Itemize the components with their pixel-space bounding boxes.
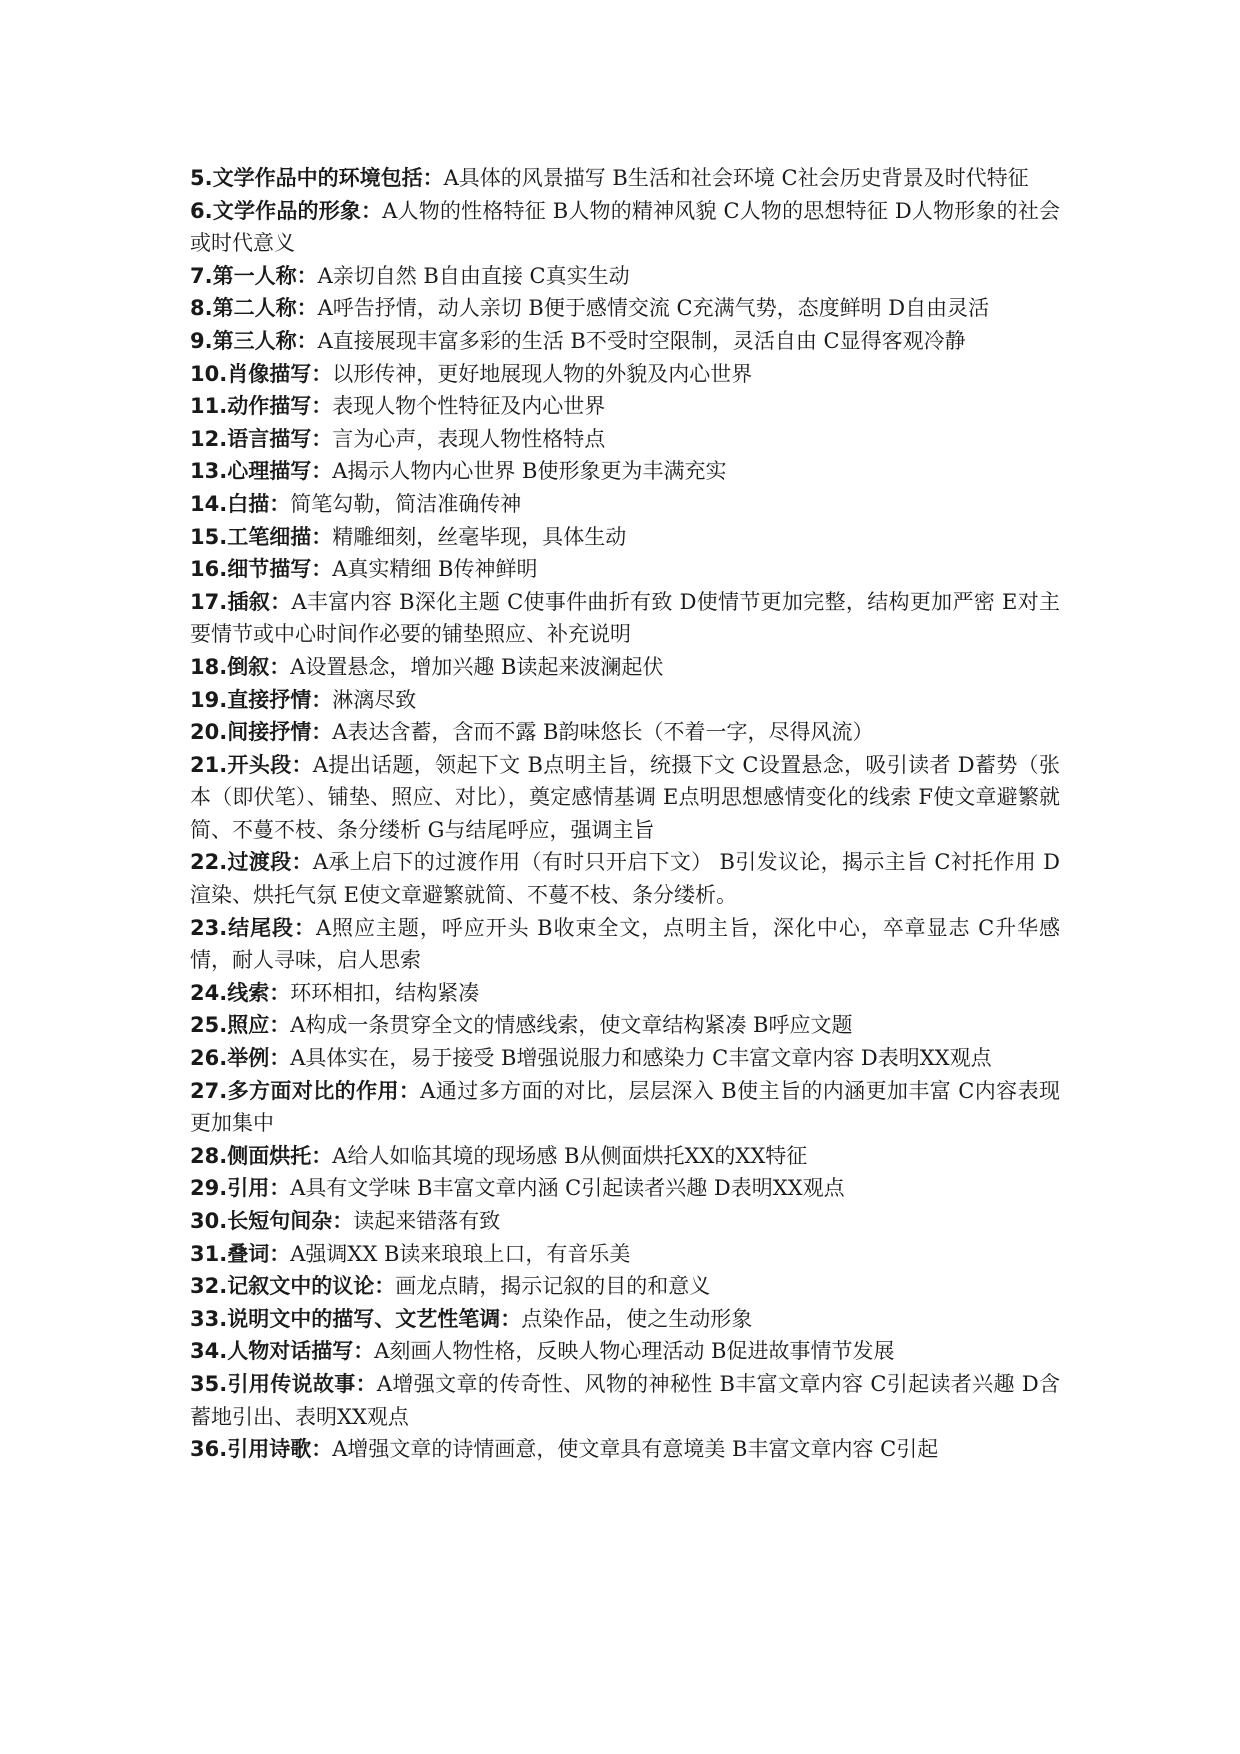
entry-text: 言为心声，表现人物性格特点 <box>332 426 606 451</box>
list-item <box>190 358 1060 391</box>
entry-number: 13. <box>190 459 228 484</box>
entry-term: 文学作品中的环境包括： <box>212 166 444 190</box>
list-item <box>190 716 1060 749</box>
entry-term: 第三人称： <box>212 328 318 353</box>
entry-text: A照应主题，呼应开头 B收束全文，点明主旨，深化中心，卒章显志 C升华感情，耐人寻味，启人思索 <box>190 915 1061 973</box>
entry-text: 精雕细刻，丝毫毕现，具体生动 <box>332 524 627 549</box>
entry-number: 29. <box>190 1176 228 1201</box>
list-item <box>190 846 1060 911</box>
entry-term: 举例： <box>227 1046 291 1071</box>
list-item <box>190 162 1060 195</box>
list-item <box>190 1205 1060 1238</box>
entry-text: 淋漓尽致 <box>332 687 417 712</box>
entry-text: A承上启下的过渡作用（有时只开启下文） B引发议论，揭示主旨 C衬托作用 D渲染、烘托气氛 E使文章避繁就简、不蔓不枝、条分缕析。 <box>190 850 1060 908</box>
entry-term: 第二人称： <box>212 296 318 321</box>
entry-text: A丰富内容 B深化主题 C使事件曲折有致 D使情节更加完整，结构更加严密 E对主要情节或中心时间作必要的铺垫照应、补充说明 <box>190 589 1060 647</box>
entry-number: 8. <box>190 296 213 321</box>
entry-text: 以形传神，更好地展现人物的外貌及内心世界 <box>332 361 753 386</box>
entry-number: 14. <box>190 491 228 516</box>
entry-number: 10. <box>190 361 228 386</box>
entry-number: 16. <box>190 557 228 582</box>
entry-number: 31. <box>190 1241 228 1266</box>
entry-term: 记叙文中的议论： <box>227 1274 396 1299</box>
entry-term: 照应： <box>227 1013 291 1038</box>
entry-term: 第一人称： <box>212 263 318 288</box>
entry-text: A刻画人物性格，反映人物心理活动 B促进故事情节发展 <box>374 1339 895 1364</box>
entry-text: A人物的性格特征 B人物的精神风貌 C人物的思想特征 D人物形象的社会或时代意义 <box>190 198 1061 256</box>
entry-term: 开头段： <box>227 752 313 777</box>
list-item <box>190 1009 1060 1042</box>
list-item <box>190 651 1060 684</box>
entry-text: A给人如临其境的现场感 B从侧面烘托XX的XX特征 <box>332 1143 808 1168</box>
entry-term: 引用传说故事： <box>227 1371 377 1396</box>
entry-term: 动作描写： <box>227 394 333 419</box>
list-item <box>190 553 1060 586</box>
list-item <box>190 325 1060 358</box>
entry-term: 语言描写： <box>227 426 333 451</box>
list-item <box>190 455 1060 488</box>
entry-number: 34. <box>190 1339 228 1364</box>
list-item <box>190 1042 1060 1075</box>
entry-term: 长短句间杂： <box>227 1209 354 1233</box>
entry-number: 7. <box>190 263 213 288</box>
entry-number: 26. <box>190 1046 228 1071</box>
entry-text: 点染作品，使之生动形象 <box>521 1306 753 1331</box>
list-item <box>190 684 1060 717</box>
entry-number: 11. <box>190 394 228 419</box>
entry-term: 说明文中的描写、文艺性笔调： <box>227 1306 522 1331</box>
list-item <box>190 292 1060 325</box>
entry-text: A具体实在，易于接受 B增强说服力和感染力 C丰富文章内容 D表明XX观点 <box>290 1046 992 1071</box>
list-item <box>190 1270 1060 1303</box>
entry-text: 表现人物个性特征及内心世界 <box>332 394 606 419</box>
list-item <box>190 1172 1060 1205</box>
list-item <box>190 488 1060 521</box>
entry-number: 36. <box>190 1437 228 1462</box>
entry-term: 引用诗歌： <box>227 1437 333 1462</box>
entry-number: 17. <box>190 589 228 614</box>
list-item <box>190 521 1060 554</box>
entry-term: 人物对话描写： <box>227 1339 375 1364</box>
list-item <box>190 1335 1060 1368</box>
entry-text: A呼告抒情，动人亲切 B便于感情交流 C充满气势，态度鲜明 D自由灵活 <box>317 296 990 321</box>
entry-text: A通过多方面的对比，层层深入 B使主旨的内涵更加丰富 C内容表现更加集中 <box>190 1078 1060 1136</box>
entry-number: 23. <box>190 915 228 940</box>
entry-term: 直接抒情： <box>227 687 333 712</box>
entry-term: 多方面对比的作用： <box>227 1078 421 1103</box>
entry-number: 35. <box>190 1371 228 1396</box>
entry-term: 工笔细描： <box>227 524 333 549</box>
entry-term: 肖像描写： <box>227 361 333 386</box>
entry-number: 25. <box>190 1013 228 1038</box>
entry-number: 6. <box>190 198 213 223</box>
list-item <box>190 1303 1060 1336</box>
entry-term: 结尾段： <box>227 915 316 940</box>
entry-number: 32. <box>190 1274 228 1299</box>
entry-text: A真实精细 B传神鲜明 <box>332 557 538 582</box>
list-item <box>190 423 1060 456</box>
entry-term: 叠词： <box>227 1241 291 1266</box>
entry-text: A揭示人物内心世界 B使形象更为丰满充实 <box>332 459 727 484</box>
entry-text: 环环相扣，结构紧凑 <box>290 980 480 1005</box>
list-item <box>190 1140 1060 1173</box>
list-item <box>190 390 1060 423</box>
list-item <box>190 1075 1060 1140</box>
entry-number: 9. <box>190 328 213 353</box>
entry-number: 20. <box>190 720 228 745</box>
entry-term: 白描： <box>227 491 291 516</box>
entry-term: 文学作品的形象： <box>212 198 383 223</box>
entry-text: A具有文学味 B丰富文章内涵 C引起读者兴趣 D表明XX观点 <box>290 1176 845 1201</box>
entry-number: 5. <box>190 166 213 190</box>
entry-term: 间接抒情： <box>227 720 333 745</box>
entry-text: A增强文章的诗情画意，使文章具有意境美 B丰富文章内容 C引起 <box>332 1437 939 1462</box>
entry-number: 15. <box>190 524 228 549</box>
entry-number: 22. <box>190 850 228 875</box>
entry-number: 33. <box>190 1306 228 1331</box>
entry-number: 27. <box>190 1078 228 1103</box>
entry-text: A直接展现丰富多彩的生活 B不受时空限制，灵活自由 C显得客观冷静 <box>317 328 966 353</box>
entry-text: A增强文章的传奇性、风物的神秘性 B丰富文章内容 C引起读者兴趣 D含蓄地引出、表明XX观点 <box>190 1371 1060 1429</box>
entry-term: 心理描写： <box>227 459 333 484</box>
list-item <box>190 1433 1060 1466</box>
entry-number: 28. <box>190 1143 228 1168</box>
list-item <box>190 260 1060 293</box>
entry-text: A具体的风景描写 B生活和社会环境 C社会历史背景及时代特征 <box>443 166 1029 190</box>
entry-text: A表达含蓄，含而不露 B韵味悠长（不着一字，尽得风流） <box>332 720 874 745</box>
entry-number: 21. <box>190 752 228 777</box>
entry-text: 读起来错落有致 <box>353 1209 501 1233</box>
entry-text: A亲切自然 B自由直接 C真实生动 <box>317 263 630 288</box>
entry-list <box>190 162 1060 1466</box>
list-item <box>190 1238 1060 1271</box>
entry-term: 插叙： <box>227 589 292 614</box>
entry-term: 引用： <box>227 1176 291 1201</box>
list-item <box>190 749 1060 847</box>
entry-term: 侧面烘托： <box>227 1143 333 1168</box>
entry-term: 倒叙： <box>227 654 291 679</box>
list-item <box>190 195 1060 260</box>
entry-term: 过渡段： <box>227 850 313 875</box>
entry-text: A设置悬念，增加兴趣 B读起来波澜起伏 <box>290 654 664 679</box>
entry-term: 细节描写： <box>227 557 333 582</box>
entry-number: 12. <box>190 426 228 451</box>
document-page <box>190 162 1060 1466</box>
list-item <box>190 586 1060 651</box>
entry-text: 简笔勾勒，简洁准确传神 <box>290 491 522 516</box>
entry-text: A构成一条贯穿全文的情感线索，使文章结构紧凑 B呼应文题 <box>290 1013 853 1038</box>
entry-term: 线索： <box>227 980 291 1005</box>
list-item <box>190 912 1060 977</box>
list-item <box>190 977 1060 1010</box>
entry-number: 18. <box>190 654 228 679</box>
entry-text: 画龙点睛，揭示记叙的目的和意义 <box>395 1274 711 1299</box>
list-item <box>190 1368 1060 1433</box>
entry-number: 24. <box>190 980 228 1005</box>
entry-number: 30. <box>190 1209 228 1233</box>
entry-text: A强调XX B读来琅琅上口，有音乐美 <box>290 1241 631 1266</box>
entry-number: 19. <box>190 687 228 712</box>
entry-text: A提出话题，领起下文 B点明主旨，统摄下文 C设置悬念，吸引读者 D蓄势（张本（即伏笔）、铺垫、照应、对比），奠定感情基调 E点明思想感情变化的线索 F使文章避繁就简、不蔓不枝、条分缕析 G与结尾呼应，强调主旨 <box>190 752 1060 842</box>
